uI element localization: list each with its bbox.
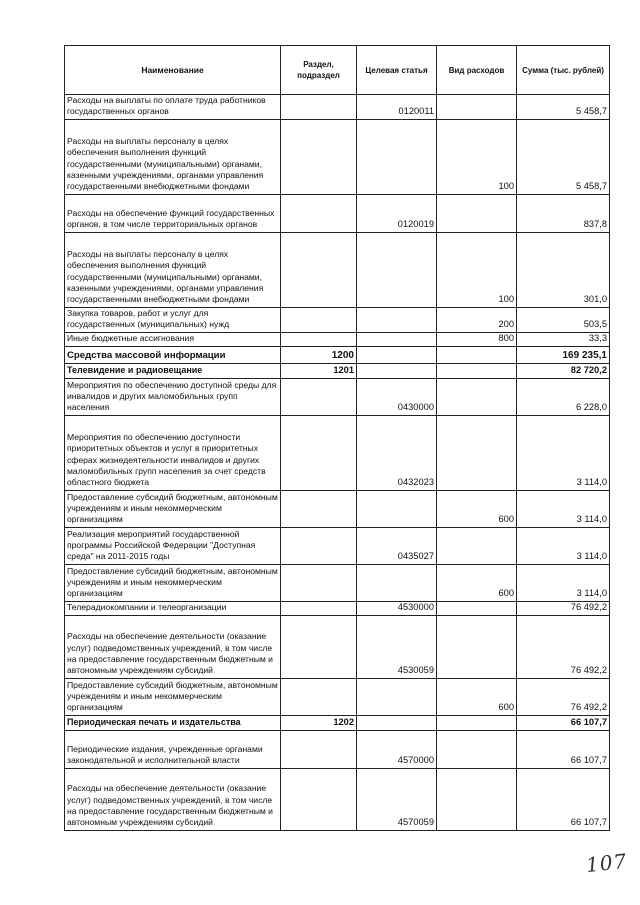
row-name: Периодическая печать и издательства <box>65 715 281 730</box>
row-section <box>281 527 357 564</box>
table-row <box>65 601 610 615</box>
row-name: Периодические издания, учрежденные органами законодательной и исполнительной власти <box>65 730 281 768</box>
row-kind <box>437 363 517 378</box>
row-name: Расходы на выплаты по оплате труда работников государственных органов <box>65 95 281 120</box>
row-section <box>281 564 357 601</box>
table-row <box>65 715 610 730</box>
row-target: 4530000 <box>357 601 437 615</box>
row-section <box>281 232 357 307</box>
header-name: Наименование <box>65 46 281 95</box>
row-kind <box>437 615 517 678</box>
row-kind: 200 <box>437 307 517 332</box>
table-row <box>65 95 610 120</box>
row-sum: 66 107,7 <box>517 730 610 768</box>
row-sum: 3 114,0 <box>517 415 610 490</box>
row-sum: 837,8 <box>517 194 610 232</box>
row-kind: 800 <box>437 332 517 346</box>
row-target: 0120011 <box>357 95 437 120</box>
row-sum: 503,5 <box>517 307 610 332</box>
header-target: Целевая статья <box>357 46 437 95</box>
row-name: Телевидение и радиовещание <box>65 363 281 378</box>
row-section: 1202 <box>281 715 357 730</box>
row-sum: 6 228,0 <box>517 378 610 415</box>
row-target <box>357 346 437 363</box>
row-target: 0120019 <box>357 194 437 232</box>
row-section <box>281 95 357 120</box>
row-sum: 3 114,0 <box>517 564 610 601</box>
row-target <box>357 490 437 527</box>
row-name: Расходы на обеспечение деятельности (оказание услуг) подведомственных учреждений, в том числе на предоставление государственным бюджетным и автономным учреждениям субсидий <box>65 615 281 678</box>
row-kind <box>437 346 517 363</box>
row-name: Предоставление субсидий бюджетным, автономным учреждениям и иным некоммерческим организациям <box>65 564 281 601</box>
row-sum: 33,3 <box>517 332 610 346</box>
table-row <box>65 307 610 332</box>
table-row <box>65 527 610 564</box>
row-sum: 5 458,7 <box>517 119 610 194</box>
row-target: 4570000 <box>357 730 437 768</box>
row-target: 4570059 <box>357 768 437 830</box>
row-target: 4530059 <box>357 615 437 678</box>
row-target <box>357 332 437 346</box>
row-name: Мероприятия по обеспечению доступности приоритетных объектов и услуг в приоритетных сферах жизнедеятельности инвалидов и других маломобильных групп населения за счет средств областного бюджета <box>65 415 281 490</box>
row-section <box>281 615 357 678</box>
row-name: Средства массовой информации <box>65 346 281 363</box>
row-sum: 76 492,2 <box>517 678 610 715</box>
row-target: 0432023 <box>357 415 437 490</box>
handwritten-page-number: 107 <box>584 848 629 878</box>
row-name: Закупка товаров, работ и услуг для государственных (муниципальных) нужд <box>65 307 281 332</box>
row-name: Расходы на обеспечение функций государственных органов, в том числе территориальных органов <box>65 194 281 232</box>
row-name: Расходы на выплаты персоналу в целях обеспечения выполнения функций государственными (муниципальными) органами, казенными учреждениями, органами управления государственными внебюджетными фондами <box>65 232 281 307</box>
row-section <box>281 768 357 830</box>
row-section: 1200 <box>281 346 357 363</box>
row-section <box>281 332 357 346</box>
table-row <box>65 232 610 307</box>
row-sum: 169 235,1 <box>517 346 610 363</box>
row-kind <box>437 730 517 768</box>
row-kind <box>437 378 517 415</box>
row-kind: 100 <box>437 232 517 307</box>
row-section: 1201 <box>281 363 357 378</box>
row-kind: 600 <box>437 678 517 715</box>
row-sum: 3 114,0 <box>517 527 610 564</box>
row-kind <box>437 527 517 564</box>
row-section <box>281 307 357 332</box>
row-name: Мероприятия по обеспечению доступной среды для инвалидов и других маломобильных групп населения <box>65 378 281 415</box>
row-name: Иные бюджетные ассигнования <box>65 332 281 346</box>
table-row <box>65 678 610 715</box>
row-sum: 76 492,2 <box>517 601 610 615</box>
row-target: 0430000 <box>357 378 437 415</box>
table-row <box>65 768 610 830</box>
row-section <box>281 378 357 415</box>
row-section <box>281 730 357 768</box>
row-section <box>281 119 357 194</box>
row-sum: 76 492,2 <box>517 615 610 678</box>
row-kind: 600 <box>437 564 517 601</box>
table-row <box>65 346 610 363</box>
row-sum: 5 458,7 <box>517 95 610 120</box>
row-sum: 66 107,7 <box>517 768 610 830</box>
row-sum: 3 114,0 <box>517 490 610 527</box>
budget-table <box>64 45 610 831</box>
header-kind: Вид расходов <box>437 46 517 95</box>
header-sum: Сумма (тыс. рублей) <box>517 46 610 95</box>
row-kind <box>437 768 517 830</box>
row-sum: 66 107,7 <box>517 715 610 730</box>
table-row <box>65 119 610 194</box>
row-name: Расходы на обеспечение деятельности (оказание услуг) подведомственных учреждений, в том числе на предоставление государственным бюджетным и автономным учреждениям субсидий <box>65 768 281 830</box>
row-section <box>281 601 357 615</box>
row-target: 0435027 <box>357 527 437 564</box>
table-row <box>65 730 610 768</box>
row-name: Предоставление субсидий бюджетным, автономным учреждениям и иным некоммерческим организациям <box>65 678 281 715</box>
row-sum: 301,0 <box>517 232 610 307</box>
row-kind <box>437 194 517 232</box>
row-kind: 600 <box>437 490 517 527</box>
table-row <box>65 615 610 678</box>
row-kind <box>437 601 517 615</box>
row-kind: 100 <box>437 119 517 194</box>
row-section <box>281 415 357 490</box>
table-row <box>65 564 610 601</box>
row-name: Реализация мероприятий государственной программы Российской Федерации "Доступная среда" на 2011-2015 годы <box>65 527 281 564</box>
row-section <box>281 194 357 232</box>
table-row <box>65 415 610 490</box>
row-kind <box>437 415 517 490</box>
table-row <box>65 490 610 527</box>
row-target <box>357 564 437 601</box>
row-target <box>357 715 437 730</box>
row-name: Предоставление субсидий бюджетным, автономным учреждениям и иным некоммерческим организациям <box>65 490 281 527</box>
row-section <box>281 678 357 715</box>
row-name: Телерадиокомпании и телеорганизации <box>65 601 281 615</box>
table-row <box>65 332 610 346</box>
row-target <box>357 119 437 194</box>
row-target <box>357 307 437 332</box>
table-row <box>65 363 610 378</box>
table-header-row <box>65 46 610 95</box>
row-kind <box>437 715 517 730</box>
table-row <box>65 194 610 232</box>
row-target <box>357 232 437 307</box>
table-row <box>65 378 610 415</box>
row-sum: 82 720,2 <box>517 363 610 378</box>
row-name: Расходы на выплаты персоналу в целях обеспечения выполнения функций государственными (муниципальными) органами, казенными учреждениями, органами управления государственными внебюджетными фондами <box>65 119 281 194</box>
row-target <box>357 363 437 378</box>
header-section: Раздел, подраздел <box>281 46 357 95</box>
row-target <box>357 678 437 715</box>
row-kind <box>437 95 517 120</box>
row-section <box>281 490 357 527</box>
